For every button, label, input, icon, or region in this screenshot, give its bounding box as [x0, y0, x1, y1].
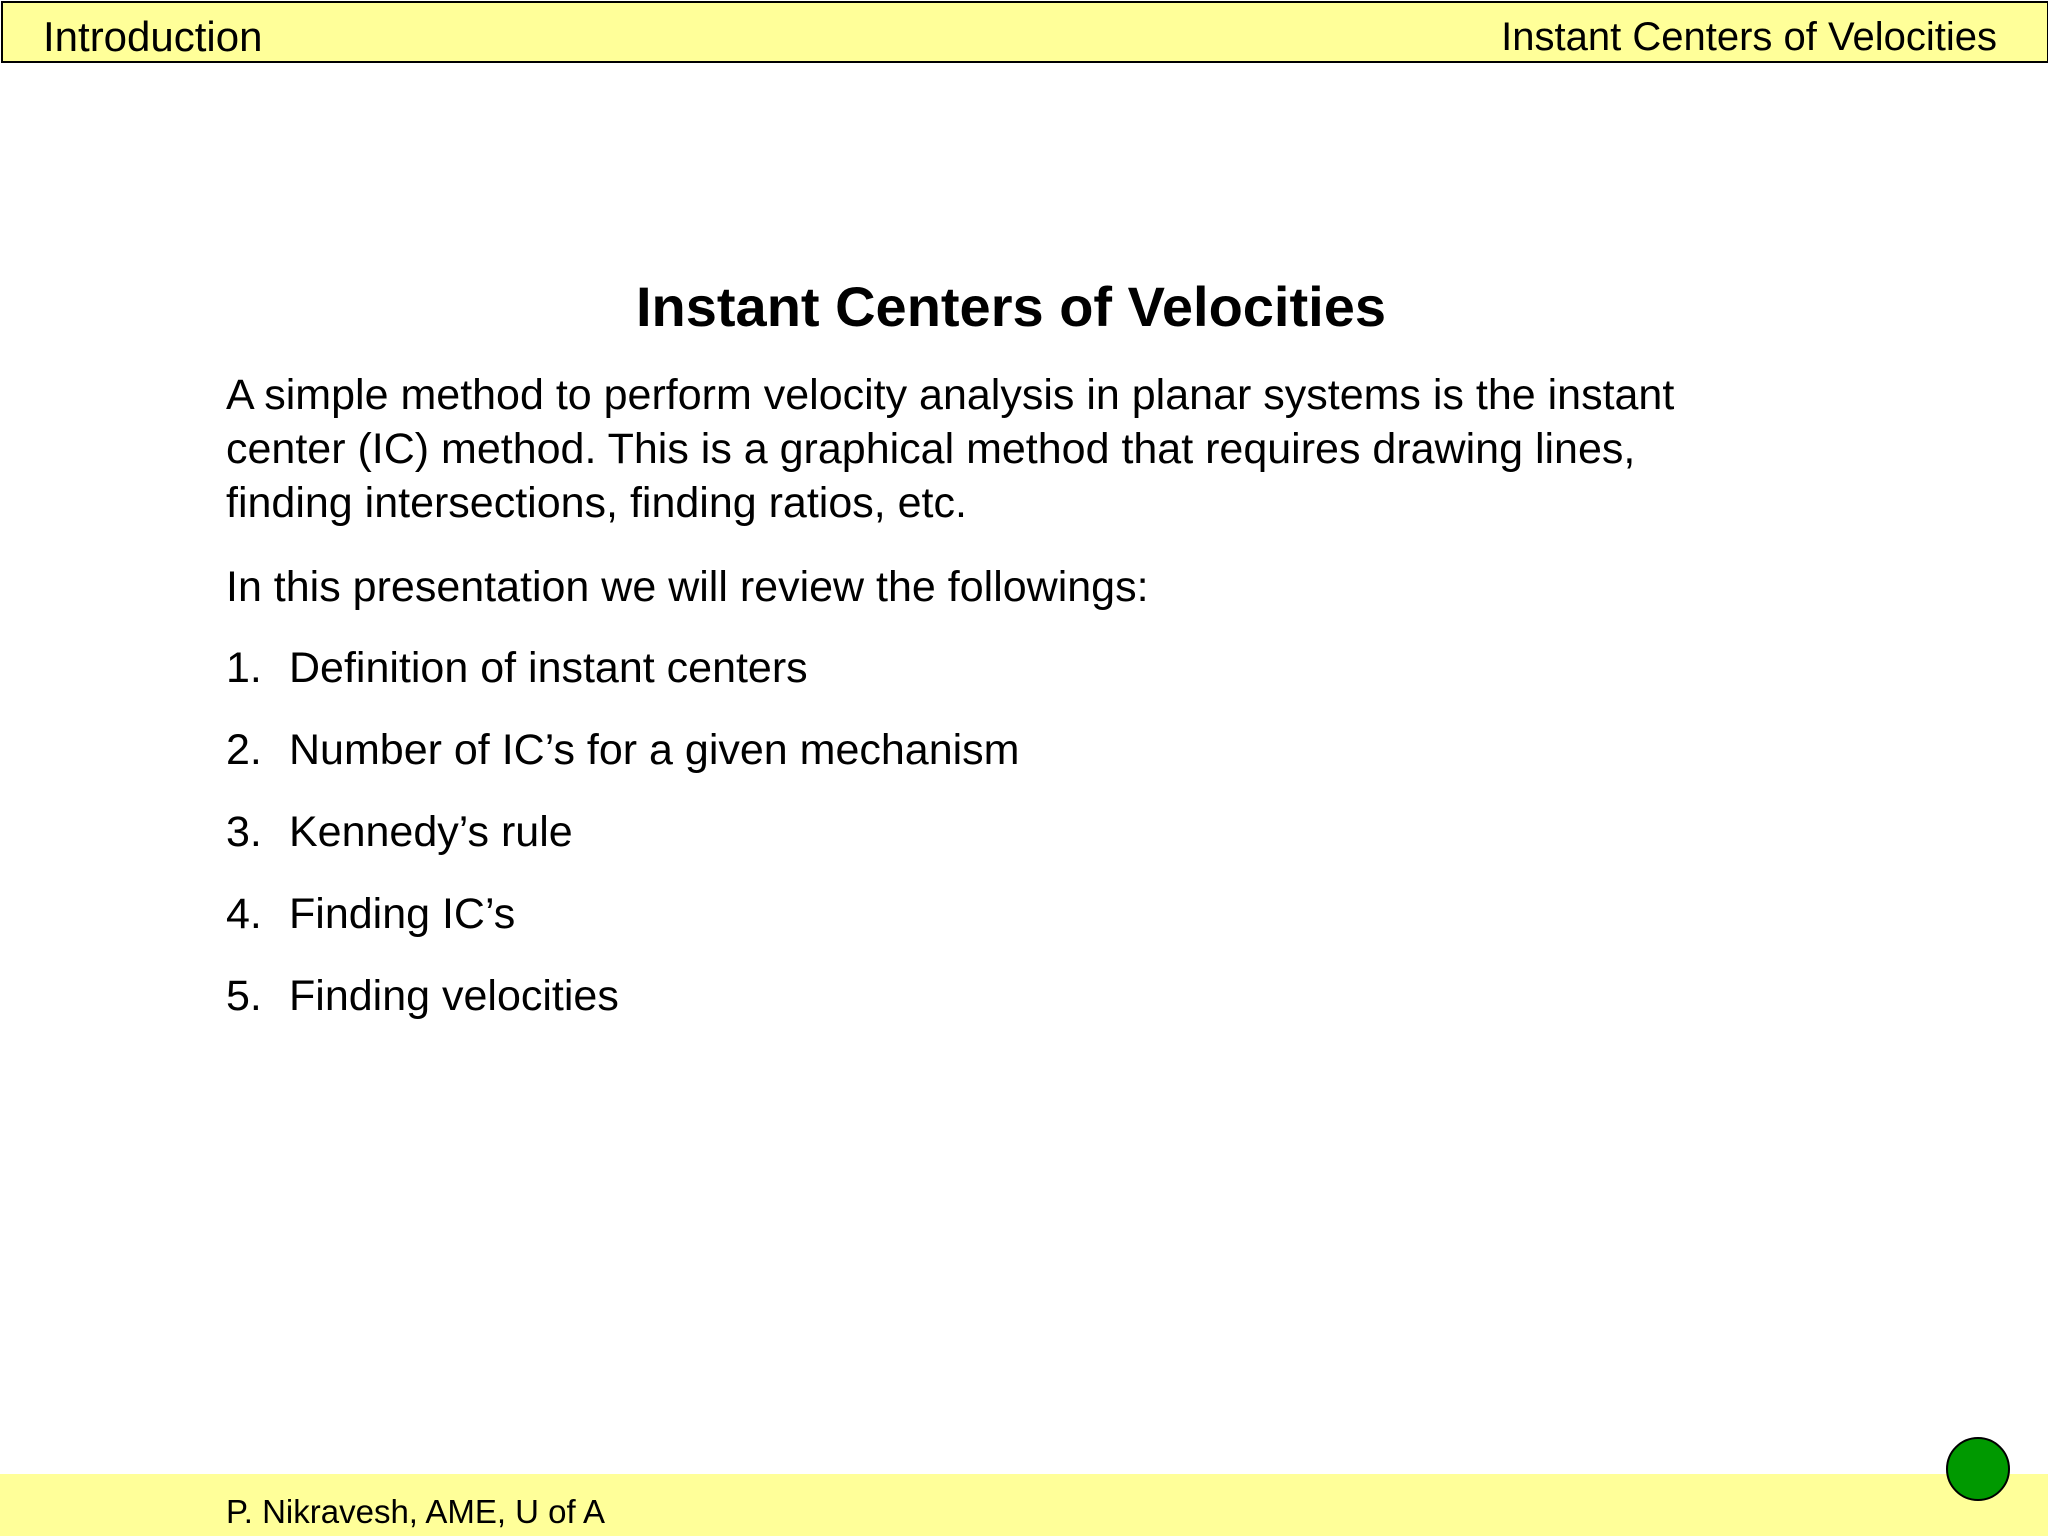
list-item-number: 4. — [226, 890, 262, 938]
list-item — [226, 641, 1020, 695]
list-item — [226, 887, 1020, 941]
list-item-text: Definition of instant centers — [289, 644, 808, 692]
list-item — [226, 969, 1020, 1023]
intro-line: A simple method to perform velocity analysis in planar systems is the instant — [226, 371, 1675, 419]
list-item — [226, 723, 1020, 777]
list-item-number: 5. — [226, 972, 262, 1020]
list-item-number: 3. — [226, 808, 262, 856]
footer-credit: P. Nikravesh, AME, U of A — [226, 1493, 606, 1530]
list-item-text: Finding velocities — [289, 972, 619, 1020]
intro-line: finding intersections, finding ratios, etc. — [226, 479, 967, 527]
lead-sentence: In this presentation we will review the followings: — [226, 563, 1149, 611]
list-item-text: Finding IC’s — [289, 890, 516, 938]
footer-bar — [0, 1474, 2048, 1536]
header-bar — [1, 1, 2048, 63]
list-item-number: 1. — [226, 644, 262, 692]
intro-paragraph — [226, 368, 1846, 530]
slide-title: Instant Centers of Velocities — [636, 275, 1386, 338]
list-item — [226, 805, 1020, 859]
list-item-number: 2. — [226, 726, 262, 774]
header-section-label: Introduction — [43, 13, 263, 60]
list-item-text: Kennedy’s rule — [289, 808, 573, 856]
header-topic-label: Instant Centers of Velocities — [1501, 15, 1997, 59]
topic-list — [226, 641, 1020, 1051]
next-slide-button[interactable] — [1946, 1437, 2010, 1501]
intro-line: center (IC) method. This is a graphical method that requires drawing lines, — [226, 425, 1636, 473]
list-item-text: Number of IC’s for a given mechanism — [289, 726, 1020, 774]
